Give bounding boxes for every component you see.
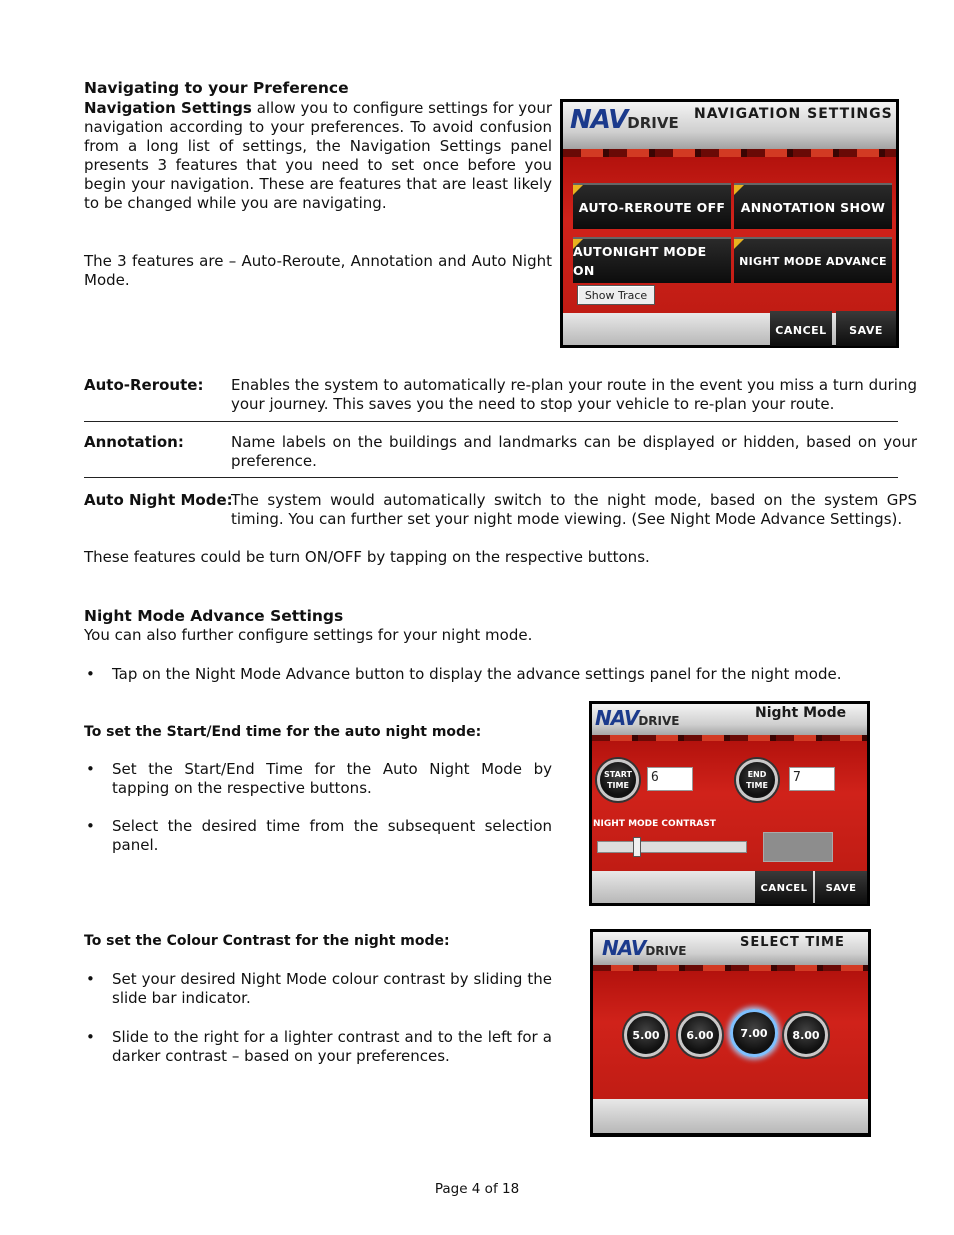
save-button[interactable]: SAVE bbox=[836, 311, 896, 346]
contrast-heading: To set the Colour Contrast for the night mode: bbox=[84, 933, 450, 949]
cancel-button[interactable]: CANCEL bbox=[770, 311, 832, 346]
navdrive-logo: NAVDRIVE bbox=[602, 936, 687, 960]
screen-title: NAVIGATION SETTINGS bbox=[694, 106, 893, 122]
navdrive-logo: NAVDRIVE bbox=[595, 706, 680, 730]
navdrive-logo: NAVDRIVE bbox=[570, 105, 679, 135]
page-number: Page 4 of 18 bbox=[434, 1181, 520, 1197]
screen-title: SELECT TIME bbox=[740, 935, 845, 950]
save-button[interactable]: SAVE bbox=[815, 871, 867, 904]
time-option-5[interactable]: 5.00 bbox=[624, 1013, 668, 1057]
intro-bold-term: Navigation Settings bbox=[84, 99, 252, 117]
start-end-bullet-list bbox=[84, 760, 552, 855]
night-mode-advance-button[interactable]: NIGHT MODE ADVANCE bbox=[734, 237, 892, 283]
autonight-mode-button[interactable]: AUTONIGHT MODE ON bbox=[573, 237, 731, 283]
time-option-6[interactable]: 6.00 bbox=[678, 1013, 722, 1057]
night-mode-intro: You can also further configure settings for your night mode. bbox=[84, 626, 533, 644]
contrast-bullet-list bbox=[84, 970, 552, 1066]
features-line: The 3 features are – Auto-Reroute, Annotation and Auto Night Mode. bbox=[84, 252, 552, 289]
annotation-button[interactable]: ANNOTATION SHOW bbox=[734, 183, 892, 229]
cancel-button[interactable]: CANCEL bbox=[755, 871, 813, 904]
start-time-field[interactable]: 6 bbox=[647, 767, 693, 791]
start-end-heading: To set the Start/End time for the auto night mode: bbox=[84, 724, 482, 740]
term-label: Annotation: bbox=[84, 433, 184, 451]
section-heading-preference: Navigating to your Preference bbox=[84, 79, 349, 97]
term-definition: The system would automatically switch to the night mode, based on the system GPS timing. You can further set your night mode viewing. (See Night Mode Advance Settings). bbox=[231, 491, 917, 528]
term-definition: Name labels on the buildings and landmarks can be displayed or hidden, based on your preference. bbox=[231, 433, 917, 470]
screen-title: Night Mode bbox=[755, 705, 847, 721]
time-option-7-selected[interactable]: 7.00 bbox=[730, 1009, 778, 1057]
night-mode-bullet-list bbox=[84, 665, 917, 684]
auto-reroute-button[interactable]: AUTO-REROUTE OFF bbox=[573, 183, 731, 229]
term-definition: Enables the system to automatically re-plan your route in the event you miss a turn during your journey. This saves you the need to stop your vehicle to re-plan your route. bbox=[231, 376, 917, 413]
section-heading-night-mode: Night Mode Advance Settings bbox=[84, 607, 344, 625]
navigation-settings-screenshot bbox=[560, 99, 899, 348]
divider bbox=[84, 421, 898, 422]
decor-stripe bbox=[563, 149, 896, 157]
time-option-8[interactable]: 8.00 bbox=[784, 1013, 828, 1057]
definition-annotation bbox=[84, 433, 917, 473]
list-item: • Tap on the Night Mode Advance button to display the advance settings panel for the night mode. bbox=[84, 665, 917, 684]
contrast-label: NIGHT MODE CONTRAST bbox=[593, 819, 716, 829]
definition-auto-reroute bbox=[84, 376, 917, 416]
toggle-note: These features could be turn ON/OFF by tapping on the respective buttons. bbox=[84, 548, 650, 566]
definition-auto-night-mode bbox=[84, 491, 917, 531]
navigation-settings-intro bbox=[84, 99, 552, 213]
select-time-screenshot bbox=[590, 929, 871, 1137]
end-time-button[interactable]: END TIME bbox=[736, 759, 778, 801]
contrast-slider-track[interactable] bbox=[597, 841, 747, 853]
start-time-button[interactable]: START TIME bbox=[597, 759, 639, 801]
term-label: Auto-Reroute: bbox=[84, 376, 204, 394]
divider bbox=[84, 477, 898, 478]
screen-bottom-bar bbox=[593, 1099, 868, 1133]
list-item: • Slide to the right for a lighter contrast and to the left for a darker contrast – based on your preferences. bbox=[84, 1028, 552, 1066]
list-item: • Select the desired time from the subsequent selection panel. bbox=[84, 817, 552, 855]
contrast-slider-thumb[interactable] bbox=[633, 837, 641, 857]
list-item: • Set your desired Night Mode colour contrast by sliding the slide bar indicator. bbox=[84, 970, 552, 1008]
show-trace-checkbox[interactable]: Show Trace bbox=[577, 285, 655, 305]
night-mode-screenshot bbox=[589, 701, 870, 906]
contrast-preview-swatch bbox=[763, 832, 833, 862]
list-item: • Set the Start/End Time for the Auto Night Mode by tapping on the respective buttons. bbox=[84, 760, 552, 798]
term-label: Auto Night Mode: bbox=[84, 491, 233, 509]
intro-rest: allow you to configure settings for your navigation according to your preferences. To avoid confusion from a long list of settings, the Navigation Settings panel presents 3 features that you need to set once before you begin your navigation. These are features that are least likely to be changed while you are navigating. bbox=[84, 99, 552, 212]
end-time-field[interactable]: 7 bbox=[789, 767, 835, 791]
